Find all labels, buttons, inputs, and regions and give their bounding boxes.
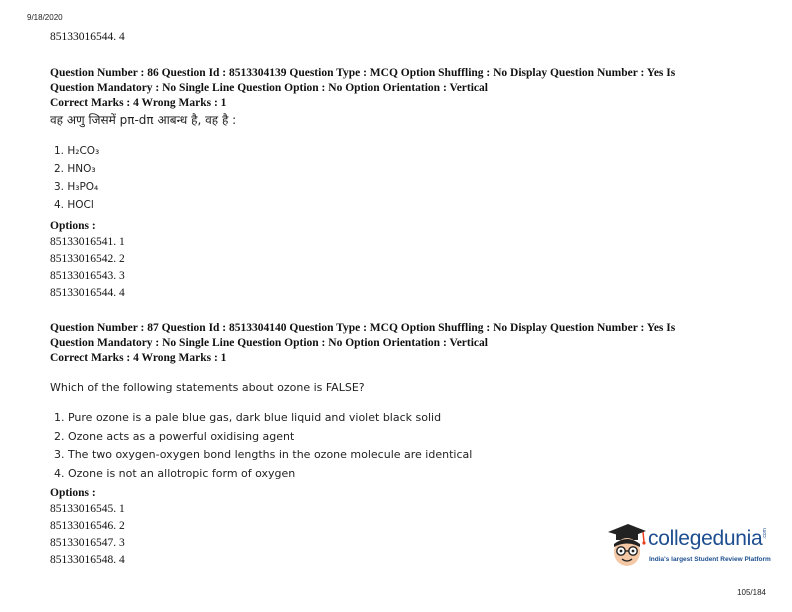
q86-choice: 2. HNO₃ — [54, 163, 96, 175]
q86-choice: 1. H₂CO₃ — [54, 145, 100, 157]
q86-option-id: 85133016544. 4 — [50, 287, 125, 299]
q86-option-id: 85133016541. 1 — [50, 236, 125, 248]
q87-choice: 1. Pure ozone is a pale blue gas, dark blue liquid and violet black solid — [54, 411, 442, 424]
q87-marks: Correct Marks : 4 Wrong Marks : 1 — [50, 352, 227, 364]
student-mascot-icon — [604, 520, 648, 572]
print-date: 9/18/2020 — [27, 13, 63, 22]
q87-question-text: Which of the following statements about ozone is FALSE? — [50, 381, 365, 394]
q86-question-text: वह अणु जिसमें pπ-dπ आबन्ध है, वह है : — [50, 113, 237, 127]
q86-choice-list — [54, 142, 99, 214]
q87-choice-list — [54, 409, 472, 483]
logo-domain: .com — [762, 528, 768, 539]
prev-option-line: 85133016544. 4 — [50, 31, 125, 43]
q87-choice: 2. Ozone acts as a powerful oxidising agent — [54, 429, 295, 443]
q86-option-id: 85133016543. 3 — [50, 270, 125, 282]
q86-marks: Correct Marks : 4 Wrong Marks : 1 — [50, 97, 227, 109]
q86-option-id: 85133016542. 2 — [50, 253, 125, 265]
logo-wordmark: collegedunia — [648, 527, 763, 550]
q87-meta-line2: Question Mandatory : No Single Line Question Option : No Option Orientation : Vertical — [50, 337, 488, 349]
q87-choice: 3. The two oxygen-oxygen bond lengths in the ozone molecule are identical — [54, 448, 473, 461]
q87-options-heading: Options : — [50, 487, 96, 499]
q86-options-heading: Options : — [50, 220, 96, 232]
q87-option-id: 85133016546. 2 — [50, 520, 125, 532]
q87-option-id: 85133016547. 3 — [50, 537, 125, 549]
q87-meta-line1: Question Number : 87 Question Id : 8513304140 Question Type : MCQ Option Shuffling : No Display Question Number : Yes Is — [50, 322, 676, 334]
q87-options-list — [50, 501, 125, 569]
q86-meta-line2: Question Mandatory : No Single Line Question Option : No Option Orientation : Vertical — [50, 82, 488, 94]
q86-meta-line1: Question Number : 86 Question Id : 8513304139 Question Type : MCQ Option Shuffling : No Display Question Number : Yes Is — [50, 67, 676, 79]
page-number: 105/184 — [737, 588, 766, 597]
q87-option-id: 85133016545. 1 — [50, 503, 125, 515]
q86-options-list — [50, 234, 125, 302]
q86-choice: 4. HOCl — [54, 199, 94, 211]
q87-option-id: 85133016548. 4 — [50, 554, 125, 566]
q86-choice: 3. H₃PO₄ — [54, 181, 99, 193]
logo-tagline: India's largest Student Review Platform — [649, 556, 771, 563]
collegedunia-logo — [604, 520, 770, 572]
q87-choice: 4. Ozone is not an allotropic form of oxygen — [54, 466, 296, 480]
